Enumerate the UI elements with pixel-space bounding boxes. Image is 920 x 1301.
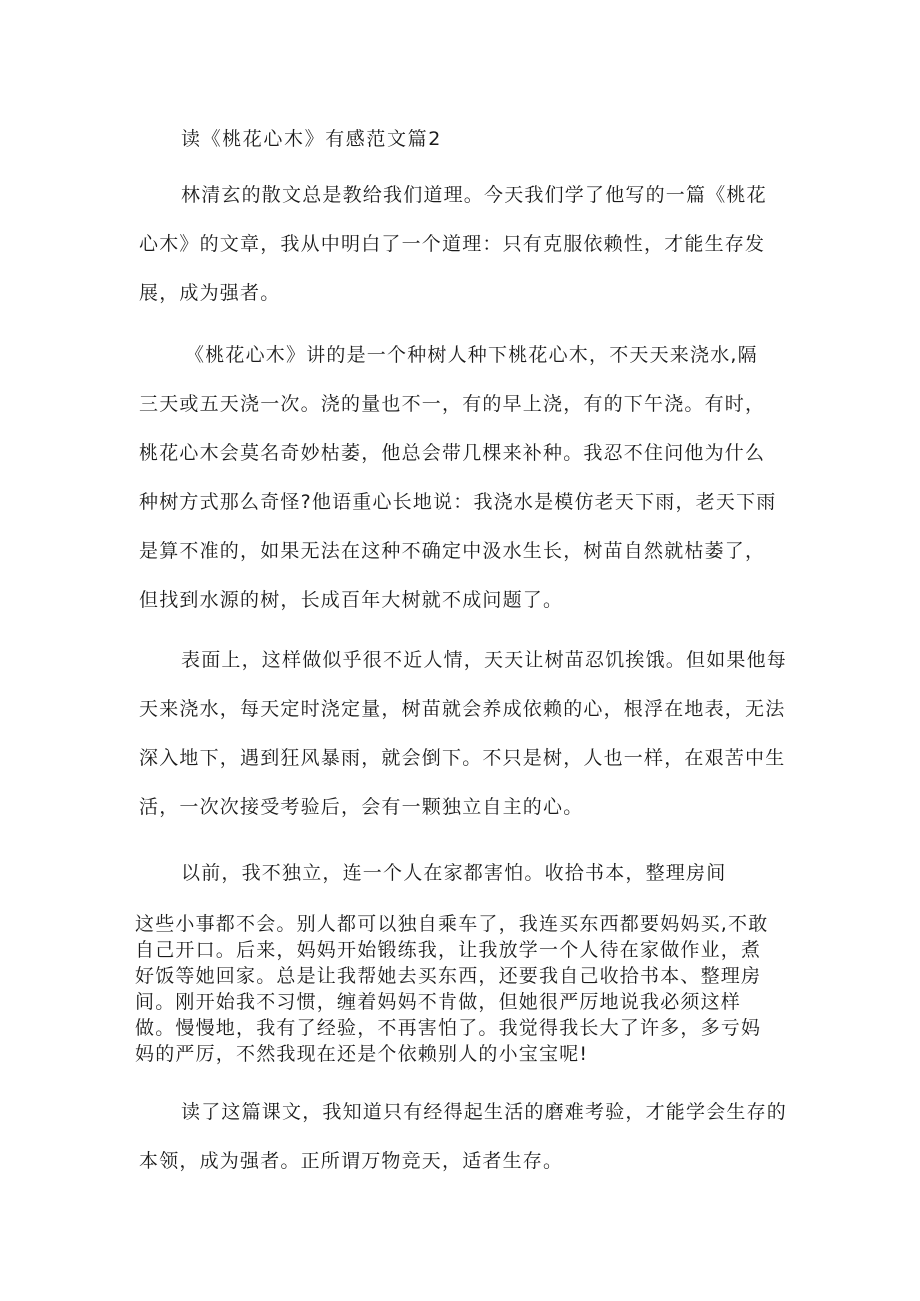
paragraph-2-line-6: 但找到水源的树，长成百年大树就不成问题了。 [139, 589, 564, 611]
paragraph-4-line-1: 以前，我不独立，连一个人在家都害怕。收拾书本，整理房间 [181, 862, 727, 884]
paragraph-2-line-1: 《桃花心木》讲的是一个种树人种下桃花心木，不天天来浇水,隔 [185, 344, 758, 366]
paragraph-1-line-3: 展，成为强者。 [139, 282, 281, 304]
paragraph-5-line-6: 妈的严厉，不然我现在还是个依赖别人的小宝宝呢! [135, 1043, 589, 1065]
paragraph-1-line-2: 心木》的文章，我从中明白了一个道理：只有克服依赖性，才能生存发 [139, 233, 766, 255]
paragraph-6-line-1: 读了这篇课文，我知道只有经得起生活的磨难考验，才能学会生存的 [181, 1101, 788, 1123]
paragraph-3-line-2: 天来浇水，每天定时浇定量，树苗就会养成依赖的心，根浮在地表，无法 [139, 698, 786, 720]
paragraph-3-line-3: 深入地下，遇到狂风暴雨，就会倒下。不只是树，人也一样，在艰苦中生 [139, 747, 786, 769]
paragraph-2-line-5: 是算不准的，如果无法在这种不确定中汲水生长，树苗自然就枯萎了， [139, 540, 766, 562]
document-title: 读《桃花心木》有感范文篇2 [181, 128, 442, 150]
paragraph-1-line-1: 林清玄的散文总是教给我们道理。今天我们学了他写的一篇《桃花 [181, 184, 767, 206]
paragraph-2-line-2: 三天或五天浇一次。浇的量也不一，有的早上浇，有的下午浇。有时， [139, 393, 766, 415]
paragraph-5-line-4: 间。刚开始我不习惯，缠着妈妈不肯做，但她很严厉地说我必须这样 [135, 991, 742, 1013]
paragraph-5-line-5: 做。慢慢地，我有了经验，不再害怕了。我觉得我长大了许多，多亏妈 [135, 1017, 762, 1039]
paragraph-5-line-3: 好饭等她回家。总是让我帮她去买东西，还要我自己收拾书本、整理房 [135, 965, 762, 987]
paragraph-2-line-4: 种树方式那么奇怪?他语重心长地说：我浇水是模仿老天下雨，老天下雨 [139, 491, 777, 513]
paragraph-3-line-1: 表面上，这样做似乎很不近人情，天天让树苗忍饥挨饿。但如果他每 [181, 649, 788, 671]
paragraph-5-line-2: 自己开口。后来，妈妈开始锻练我，让我放学一个人待在家做作业，煮 [135, 939, 762, 961]
paragraph-6-line-2: 本领，成为强者。正所谓万物竞天，适者生存。 [139, 1150, 564, 1172]
paragraph-5-line-1: 这些小事都不会。别人都可以独自乘车了，我连买东西都要妈妈买,不敢 [135, 913, 769, 935]
paragraph-3-line-4: 活，一次次接受考验后，会有一颗独立自主的心。 [139, 796, 584, 818]
paragraph-2-line-3: 桃花心木会莫名奇妙枯萎，他总会带几棵来补种。我忍不住问他为什么 [139, 442, 766, 464]
